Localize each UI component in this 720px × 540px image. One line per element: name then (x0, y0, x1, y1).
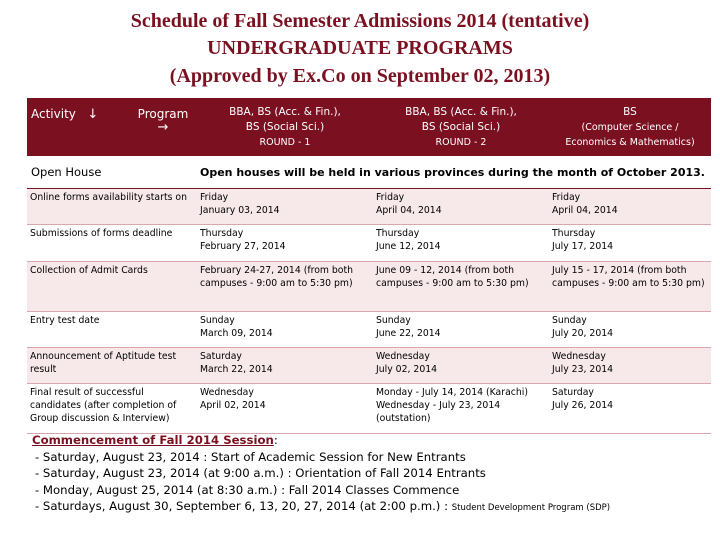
date-cell: Sunday June 22, 2014 (373, 312, 549, 348)
activity-cell: Online forms availability starts on (27, 189, 197, 225)
date-cell: June 09 - 12, 2014 (from both campuses - 9:00 am to 5:30 pm) (373, 262, 549, 312)
commencement-section: Commencement of Fall 2014 Session: - Saturday, August 23, 2014 : Start of Academic Session for New Entrants - Saturday, August 23, 2014 (at 9:00 a.m.) : Orientation of Fall 2014 Entrants - Monday, August 25, 2014 (at 8:30 a.m.) : Fall 2014 Classes Commence - Saturdays, August 30, September 6, 13, 20, 27, 2014 (at 2:00 p.m.) : Student Development Program (SDP) (32, 432, 712, 517)
activity-cell: Submissions of forms deadline (27, 225, 197, 262)
date-cell: Sunday March 09, 2014 (197, 312, 373, 348)
header-activity-program-cell (27, 98, 197, 156)
date-cell: Friday January 03, 2014 (197, 189, 373, 225)
down-arrow-icon: ↓ (87, 107, 99, 122)
date-cell: Saturday July 26, 2014 (549, 384, 711, 434)
table-row (27, 384, 711, 434)
program-header: Program → (123, 108, 197, 134)
date-cell: February 24-27, 2014 (from both campuses - 9:00 am to 5:30 pm) (197, 262, 373, 312)
activity-cell: Entry test date (27, 312, 197, 348)
date-cell: Saturday March 22, 2014 (197, 348, 373, 384)
admissions-schedule-table (27, 98, 711, 434)
open-house-row (27, 156, 711, 189)
date-cell: Thursday July 17, 2014 (549, 225, 711, 262)
date-cell: Wednesday July 23, 2014 (549, 348, 711, 384)
header-bs-cs-econ: BS (Computer Science / Economics & Mathematics) (549, 98, 711, 156)
activity-header: Activity ↓ (31, 107, 99, 122)
page-title-line-1: Schedule of Fall Semester Admissions 2014 (tentative) (130, 10, 590, 32)
activity-cell: Collection of Admit Cards (27, 262, 197, 312)
date-cell: Thursday February 27, 2014 (197, 225, 373, 262)
date-cell: Thursday June 12, 2014 (373, 225, 549, 262)
commencement-line: - Saturday, August 23, 2014 : Start of Academic Session for New Entrants (35, 449, 466, 464)
date-cell: Wednesday April 02, 2014 (197, 384, 373, 434)
date-cell: Monday - July 14, 2014 (Karachi) Wednesday - July 23, 2014 (outstation) (373, 384, 549, 434)
commencement-line: - Saturday, August 23, 2014 (at 9:00 a.m.) : Orientation of Fall 2014 Entrants (35, 466, 486, 480)
date-cell: Friday April 04, 2014 (373, 189, 549, 225)
open-house-text: Open houses will be held in various provinces during the month of October 2013. (197, 156, 711, 189)
header-round-1: BBA, BS (Acc. & Fin.), BS (Social Sci.) ROUND - 1 (197, 98, 373, 156)
commencement-line: - Monday, August 25, 2014 (at 8:30 a.m.) : Fall 2014 Classes Commence (35, 482, 460, 497)
table-row (27, 348, 711, 384)
right-arrow-icon: → (157, 120, 169, 135)
page-title-line-3: (Approved by Ex.Co on September 02, 2013) (169, 65, 551, 87)
table-row (27, 225, 711, 262)
table-row (27, 189, 711, 225)
date-cell: Friday April 04, 2014 (549, 189, 711, 225)
date-cell: Sunday July 20, 2014 (549, 312, 711, 348)
page-title-line-2: UNDERGRADUATE PROGRAMS (207, 37, 513, 59)
date-cell: July 15 - 17, 2014 (from both campuses - 9:00 am to 5:30 pm) (549, 262, 711, 312)
header-round-2: BBA, BS (Acc. & Fin.), BS (Social Sci.) ROUND - 2 (373, 98, 549, 156)
table-row (27, 312, 711, 348)
activity-cell: Final result of successful candidates (after completion of Group discussion & Interview) (27, 384, 197, 434)
commencement-heading: Commencement of Fall 2014 Session (32, 433, 274, 447)
commencement-line: - Saturdays, August 30, September 6, 13, 20, 27, 2014 (at 2:00 p.m.) : Student Development Program (SDP) (35, 499, 611, 513)
date-cell: Wednesday July 02, 2014 (373, 348, 549, 384)
table-header-row (27, 98, 711, 156)
activity-cell: Announcement of Aptitude test result (27, 348, 197, 384)
open-house-label: Open House (27, 156, 197, 189)
table-row (27, 262, 711, 312)
